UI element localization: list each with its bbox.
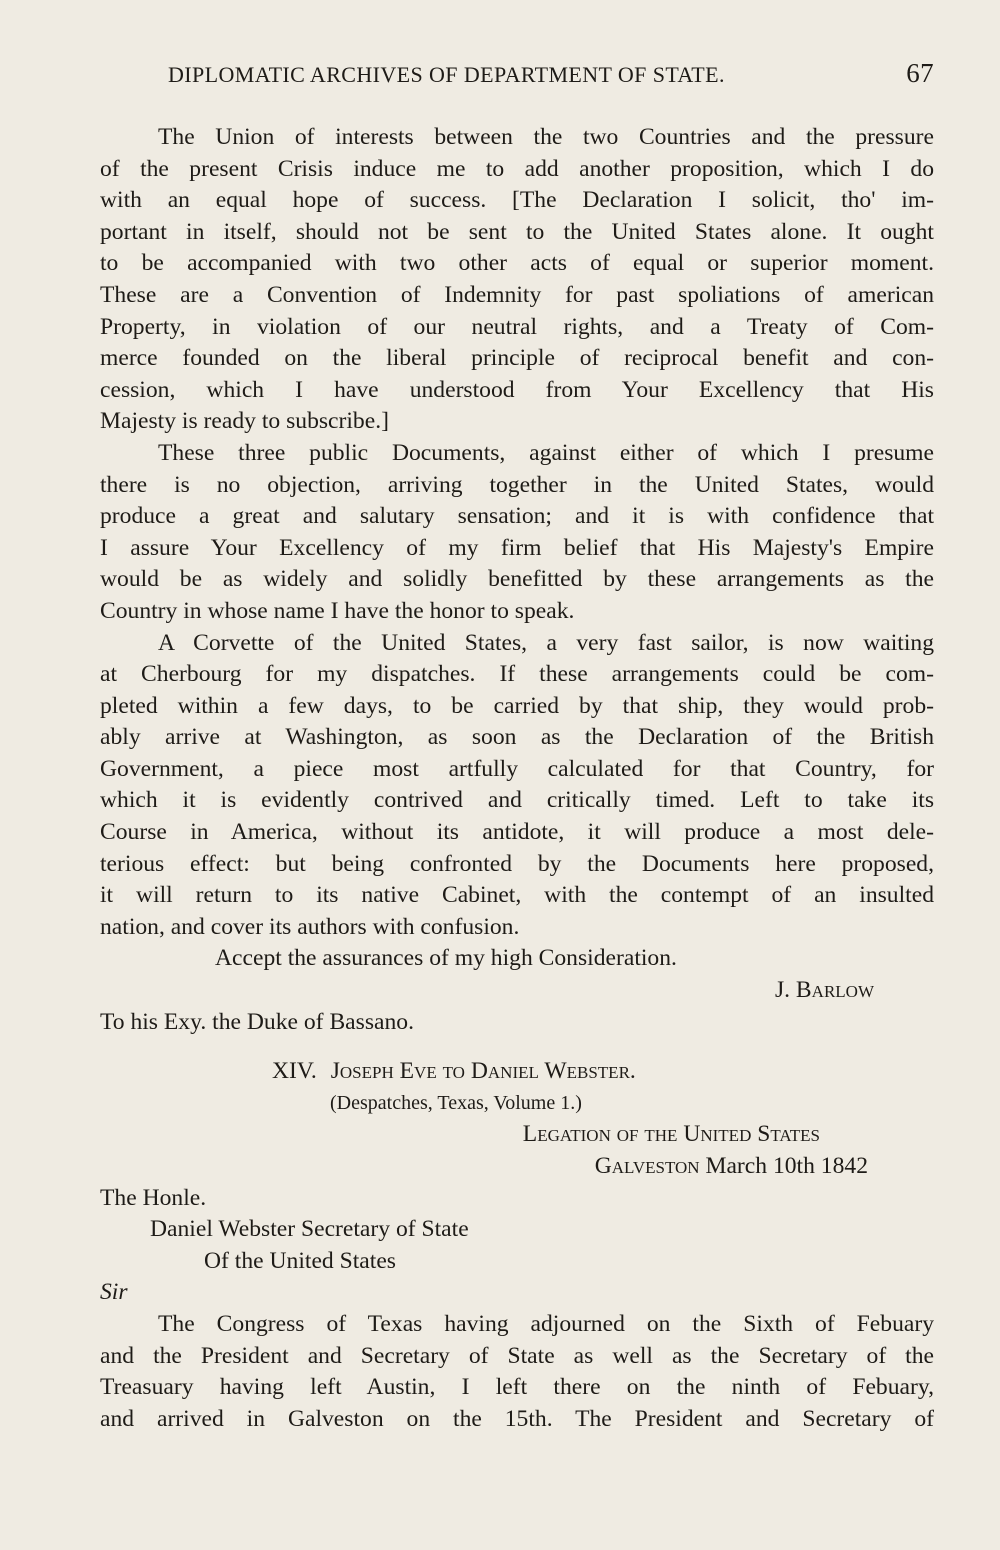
closing-line: Accept the assurances of my high Consideration. bbox=[215, 945, 677, 972]
section-title: Joseph Eve to Daniel Webster. bbox=[330, 1058, 636, 1085]
text-line: terious effect: but being confronted by the Documents here proposed, bbox=[100, 850, 934, 877]
text-line: which it is evidently contrived and critically timed. Left to take its bbox=[100, 787, 934, 814]
section-number: XIV. bbox=[272, 1058, 317, 1085]
text-line: A Corvette of the United States, a very fast sailor, is now waiting bbox=[158, 629, 934, 656]
dateline-place: Galveston bbox=[594, 1153, 700, 1179]
text-line: cession, which I have understood from Your Excellency that His bbox=[100, 376, 934, 403]
paragraph-congress bbox=[100, 1309, 934, 1435]
text-line: I assure Your Excellency of my firm belief that His Majesty's Empire bbox=[100, 534, 934, 561]
text-line: The Union of interests between the two Countries and the pressure bbox=[158, 124, 934, 150]
text-line: Government, a piece most artfully calculated for that Country, for bbox=[100, 755, 934, 782]
text-line: ably arrive at Washington, as soon as the Declaration of the British bbox=[100, 724, 934, 751]
text-line: merce founded on the liberal principle of reciprocal benefit and con- bbox=[100, 345, 934, 372]
source-citation: (Despatches, Texas, Volume 1.) bbox=[330, 1091, 582, 1114]
text-line: and the President and Secretary of State as well as the Secretary of the bbox=[100, 1342, 934, 1369]
text-line: at Cherbourg for my dispatches. If these arrangements could be com- bbox=[100, 661, 934, 688]
legation-line: Legation of the United States bbox=[522, 1121, 820, 1148]
paragraph-union bbox=[100, 122, 934, 438]
text-line: Majesty is ready to subscribe.] bbox=[100, 408, 389, 435]
paragraph-corvette bbox=[100, 628, 934, 944]
salutation-line-3: Of the United States bbox=[204, 1247, 396, 1274]
salutation-line-1: The Honle. bbox=[100, 1184, 207, 1211]
text-line: Country in whose name I have the honor to speak. bbox=[100, 597, 575, 624]
letter-body bbox=[100, 122, 934, 1435]
text-line: with an equal hope of success. [The Declaration I solicit, tho' im- bbox=[100, 187, 934, 214]
running-title: DIPLOMATIC ARCHIVES OF DEPARTMENT OF STATE. bbox=[168, 62, 725, 87]
text-line: These are a Convention of Indemnity for past spoliations of american bbox=[100, 281, 934, 308]
addressee-line: To his Exy. the Duke of Bassano. bbox=[100, 1008, 414, 1035]
text-line: nation, and cover its authors with confusion. bbox=[100, 913, 520, 940]
text-line: Course in America, without its antidote, it will produce a most dele- bbox=[100, 819, 934, 846]
text-line: Treasuary having left Austin, I left there on the ninth of Febuary, bbox=[100, 1374, 934, 1401]
text-line: These three public Documents, against either of which I presume bbox=[158, 439, 934, 466]
salutation-sir: Sir bbox=[100, 1279, 128, 1306]
text-line: of the present Crisis induce me to add another proposition, which I do bbox=[100, 155, 934, 182]
page-number: 67 bbox=[906, 58, 934, 88]
text-line: there is no objection, arriving together in the United States, would bbox=[100, 471, 934, 498]
text-line: to be accompanied with two other acts of equal or superior moment. bbox=[100, 250, 934, 277]
text-line: portant in itself, should not be sent to the United States alone. It ought bbox=[100, 218, 934, 245]
dateline-date: March 10th 1842 bbox=[705, 1153, 868, 1179]
text-line: pleted within a few days, to be carried by that ship, they would prob- bbox=[100, 692, 934, 719]
text-line: produce a great and salutary sensation; and it is with confidence that bbox=[100, 503, 934, 530]
salutation-line-2: Daniel Webster Secretary of State bbox=[150, 1216, 469, 1243]
section-heading bbox=[100, 1056, 934, 1088]
text-line: it will return to its native Cabinet, with the contempt of an insulted bbox=[100, 882, 934, 909]
text-line: and arrived in Galveston on the 15th. The President and Secretary of bbox=[100, 1405, 934, 1432]
text-line: Property, in violation of our neutral rights, and a Treaty of Com- bbox=[100, 313, 934, 340]
paragraph-documents bbox=[100, 438, 934, 628]
signature: J. Barlow bbox=[774, 977, 874, 1004]
text-line: would be as widely and solidly benefitted by these arrangements as the bbox=[100, 566, 934, 593]
dateline bbox=[100, 1151, 934, 1183]
text-line: The Congress of Texas having adjourned on the Sixth of Febuary bbox=[158, 1310, 934, 1337]
